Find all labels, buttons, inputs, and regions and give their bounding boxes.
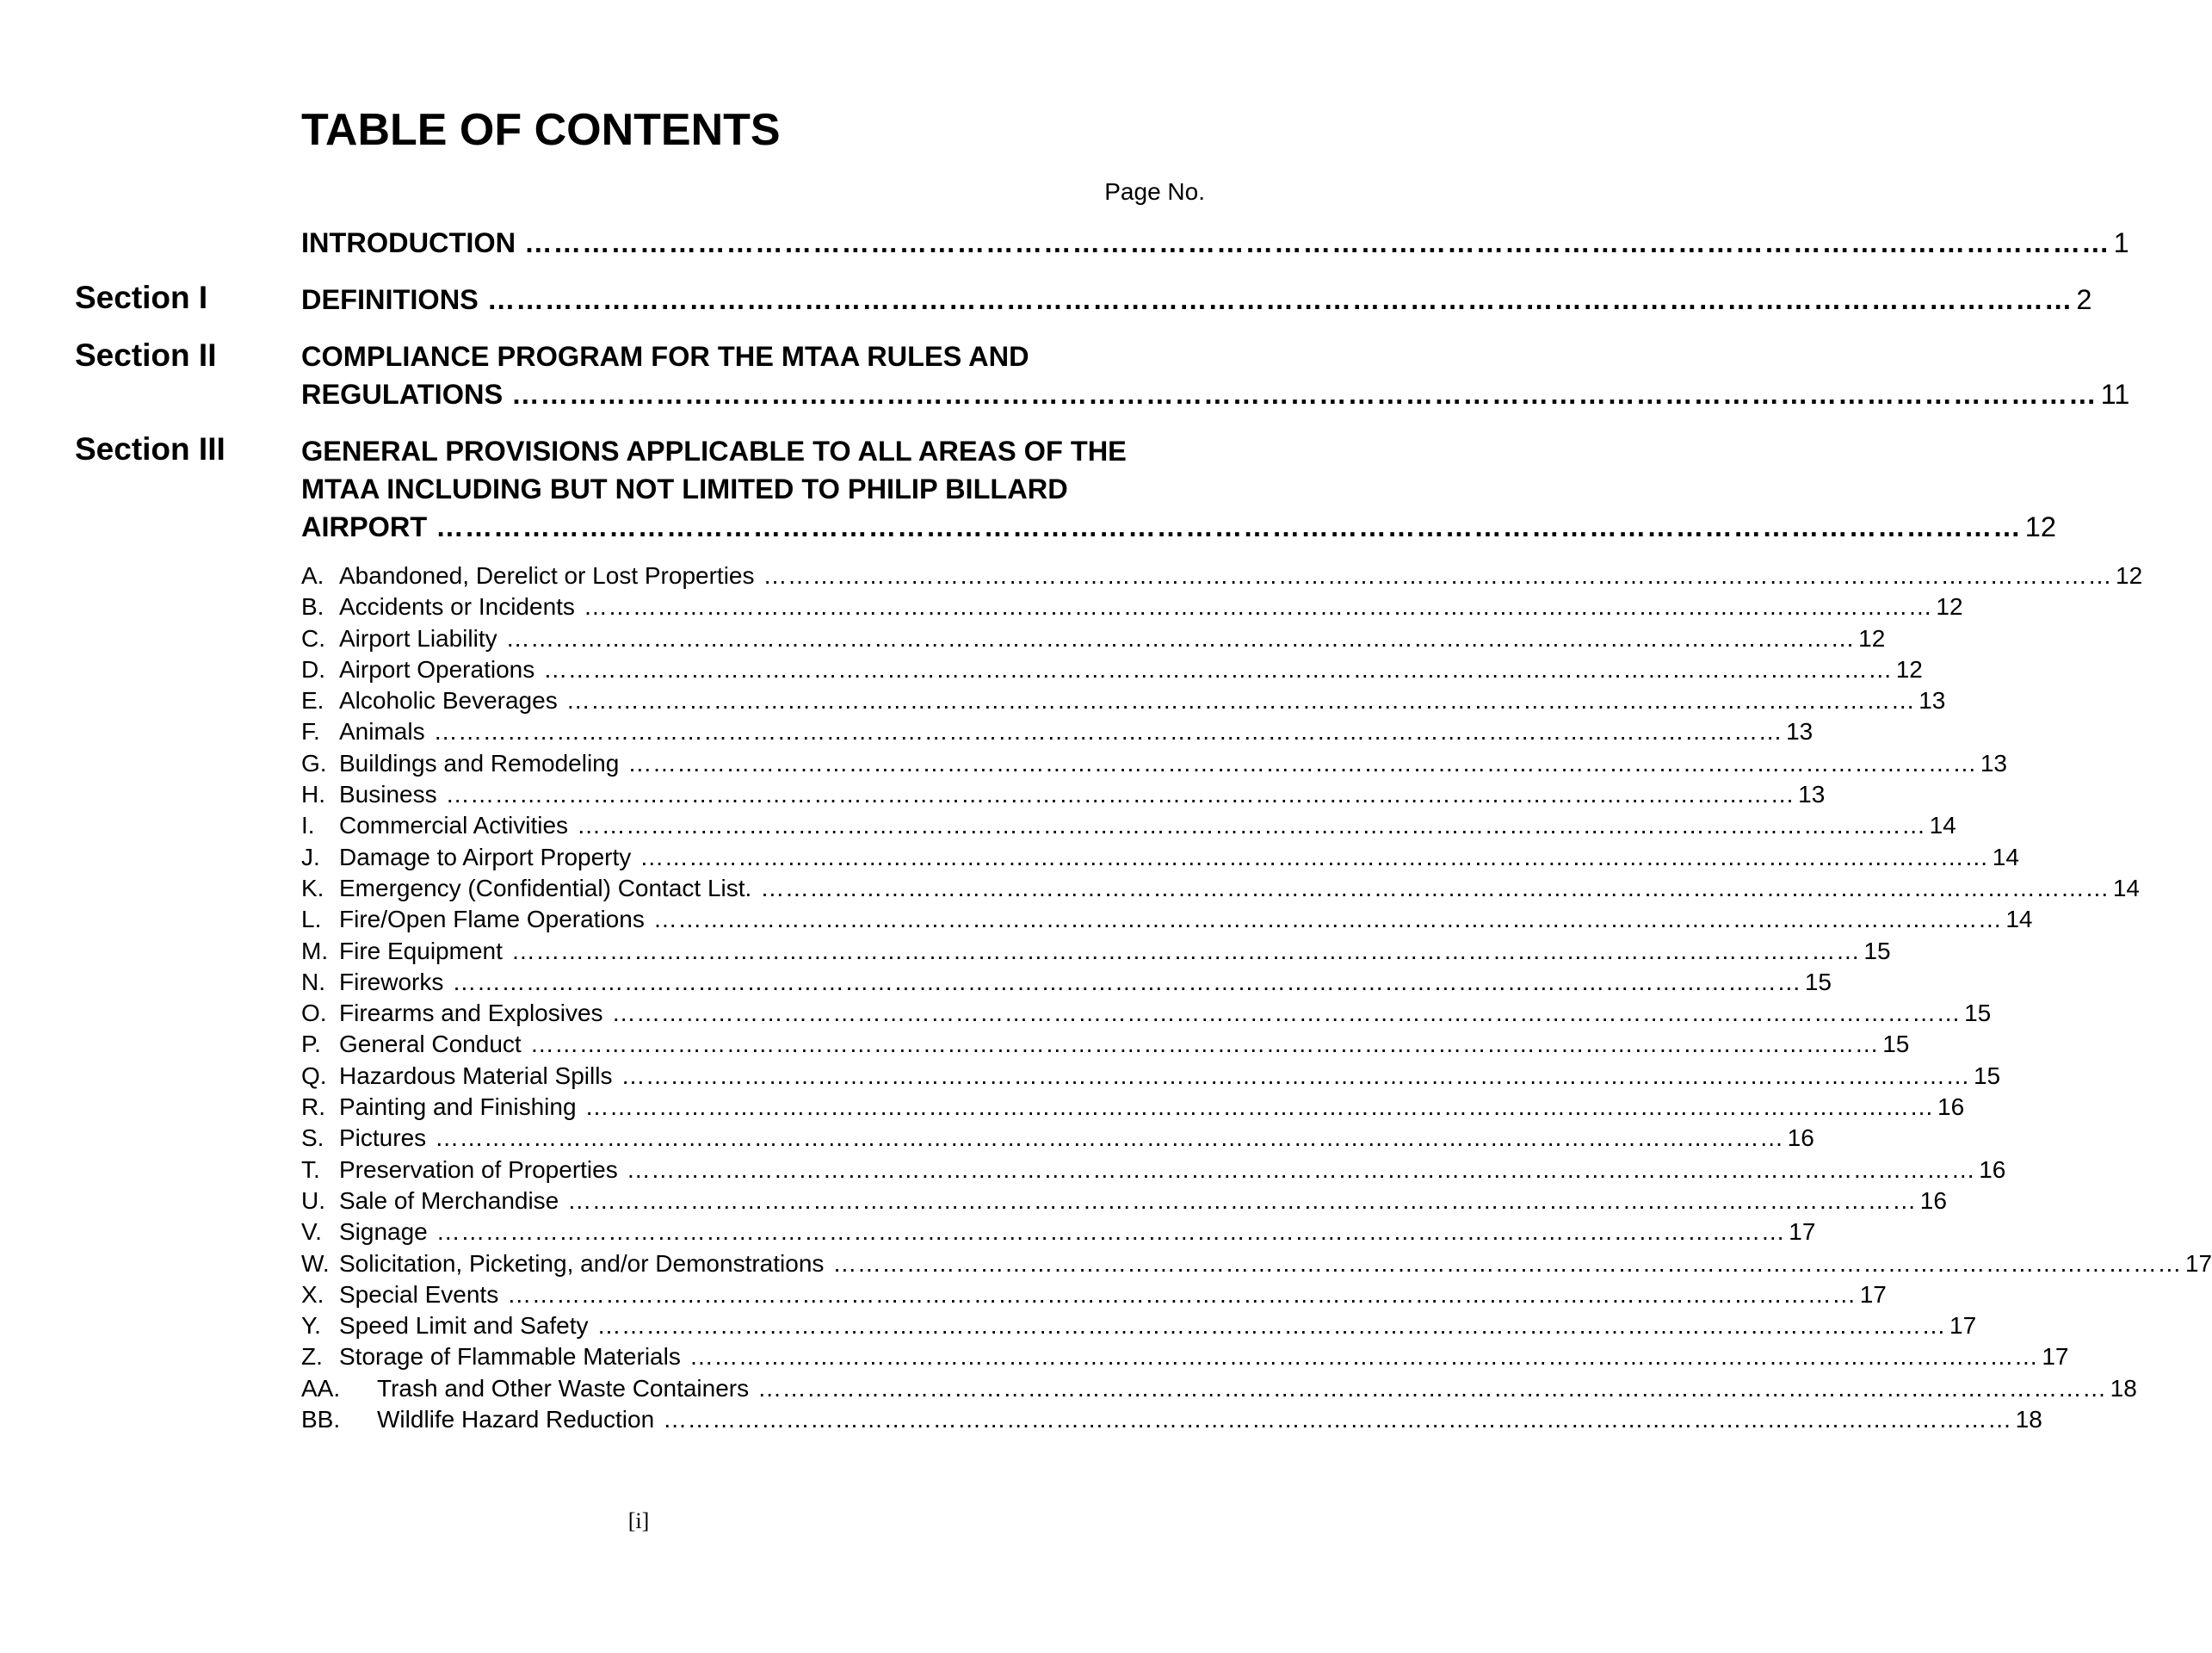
dot-leader: ………………………………………………………………………………………………………………………………………………… (757, 1374, 2107, 1402)
subentry-letter: X. (301, 1280, 324, 1308)
toc-subentry[interactable] (301, 716, 1813, 747)
subentry-page: 15 (1973, 1062, 2001, 1089)
subentry-page: 18 (2110, 1374, 2137, 1402)
subentry-page: 15 (1863, 937, 1891, 964)
subentry-title: Accidents or Incidents (339, 593, 575, 621)
subentry-letter: E. (301, 687, 324, 715)
dot-leader: ………………………………………………………………………………………………………………………………………………… (433, 718, 1783, 746)
toc-subentry[interactable] (301, 1186, 1947, 1217)
toc-entry-page: 11 (2100, 379, 2130, 410)
subentry-letter: D. (301, 655, 325, 683)
subentry-title: Pictures (339, 1124, 427, 1152)
toc-entry-section-2[interactable] (301, 337, 2130, 413)
dot-leader: ………………………………………………………………………………………………………………………………………………… (652, 906, 2003, 933)
subentry-letter: I. (301, 812, 315, 839)
subentry-letter: M. (301, 937, 329, 964)
subentry-letter: S. (301, 1124, 324, 1152)
dot-leader: ………………………………………………………………………………………………………………………………………………… (760, 874, 2110, 901)
subentry-letter: H. (301, 781, 325, 808)
toc-subentry[interactable] (301, 748, 2007, 779)
subentry-letter: U. (301, 1186, 325, 1214)
subentry-letter: O. (301, 1000, 327, 1027)
section-label: Section III (75, 431, 226, 467)
subentry-title: Wildlife Hazard Reduction (377, 1406, 655, 1433)
toc-entry-introduction[interactable] (301, 224, 2129, 262)
page-no-header: Page No. (1104, 178, 1205, 205)
toc-subentry[interactable] (301, 779, 1826, 810)
subentry-title: Emergency (Confidential) Contact List. (339, 874, 752, 901)
subentry-letter: Y. (301, 1312, 321, 1340)
subentry-page: 12 (1936, 593, 1963, 621)
subentry-page: 17 (2184, 1249, 2212, 1277)
page-title: TABLE OF CONTENTS (301, 105, 781, 155)
toc-entry-page: 12 (2024, 511, 2056, 542)
subentry-title: Storage of Flammable Materials (339, 1343, 681, 1371)
subentry-page: 16 (1787, 1124, 1814, 1152)
toc-entry-title-line: COMPLIANCE PROGRAM FOR THE MTAA RULES AND (301, 341, 1029, 372)
toc-subentry[interactable] (301, 1155, 2006, 1186)
dot-leader: ………………………………………………………………………………………………………………………………………………… (505, 624, 1856, 652)
subentry-page: 12 (1858, 624, 1886, 652)
toc-subentry[interactable] (301, 904, 2033, 935)
dot-leader: ………………………………………………………………………………………………………………………………………………… (445, 781, 1795, 808)
toc-subentry[interactable] (301, 1279, 1887, 1310)
subentry-title: Speed Limit and Safety (339, 1312, 589, 1340)
subentry-letter: A. (301, 562, 324, 589)
dot-leader: ………………………………………………………………………………………………………………………………………………… (596, 1312, 1947, 1340)
subentry-page: 12 (2116, 562, 2143, 589)
subentry-page: 12 (1895, 655, 1923, 683)
subentry-letter: G. (301, 749, 327, 777)
subentry-title: Trash and Other Waste Containers (377, 1374, 750, 1402)
toc-subentry[interactable] (301, 654, 1923, 685)
subentry-page: 15 (1964, 1000, 1992, 1027)
subentry-title: Hazardous Material Spills (339, 1062, 613, 1089)
dot-leader: ………………………………………………………………………………………………………………………………………………… (567, 1186, 1917, 1214)
toc-subentry[interactable] (301, 967, 1832, 998)
toc-subentry[interactable] (301, 936, 1891, 967)
subentry-title: Business (339, 781, 437, 808)
subentry-letter: AA. (301, 1374, 341, 1402)
subentry-title: Sale of Merchandise (339, 1186, 559, 1214)
dot-leader: ………………………………………………………………………………………………………………………………………………… (436, 1218, 1786, 1246)
subentry-letter: K. (301, 874, 324, 901)
subentry-letter: Z. (301, 1343, 323, 1371)
subentry-letter: BB. (301, 1406, 341, 1433)
section-label: Section I (75, 280, 208, 315)
toc-subentry[interactable] (301, 810, 1956, 841)
dot-leader: ………………………………………………………………………………………………………………………………………………… (529, 1031, 1880, 1058)
dot-leader: ………………………………………………………………………………………………………………………………………………… (689, 1343, 2039, 1371)
subentry-page: 15 (1882, 1031, 1910, 1058)
subentry-letter: B. (301, 593, 324, 621)
subentry-page: 14 (2005, 906, 2033, 933)
subentry-letter: L. (301, 906, 322, 933)
subentry-title: Fire/Open Flame Operations (339, 906, 645, 933)
toc-subentry[interactable] (301, 1373, 2137, 1404)
subentry-page: 16 (1937, 1093, 1965, 1121)
subentry-page: 15 (1804, 968, 1832, 995)
subentry-page: 17 (1949, 1312, 1977, 1340)
toc-subentry[interactable] (301, 1248, 2212, 1279)
dot-leader: ………………………………………………………………………………………………………………………………………………… (565, 687, 1916, 715)
toc-subentry[interactable] (301, 1029, 1910, 1060)
dot-leader: ………………………………………………………………………………………………………………………………………………… (763, 562, 2112, 589)
toc-entry-title-line: MTAA INCLUDING BUT NOT LIMITED TO PHILIP BILLARD (301, 474, 1068, 505)
subentry-title: Preservation of Properties (339, 1155, 618, 1183)
subentry-letter: P. (301, 1031, 321, 1058)
dot-leader: ………………………………………………………………………………………………………………………………………………… (583, 593, 1933, 621)
subentry-title: Abandoned, Derelict or Lost Properties (339, 562, 755, 589)
toc-entry-title: AIRPORT (301, 511, 428, 542)
subentry-page: 18 (2015, 1406, 2042, 1433)
subentry-title: Damage to Airport Property (339, 843, 632, 870)
dot-leader: ………………………………………………………………………………………………………………………………………………… (435, 1124, 1784, 1152)
toc-subentry[interactable] (301, 1310, 1977, 1341)
subentry-page: 17 (1859, 1280, 1887, 1308)
subentry-title: Painting and Finishing (339, 1093, 577, 1121)
subentry-page: 14 (1992, 843, 2019, 870)
subentry-title: Alcoholic Beverages (339, 687, 558, 715)
toc-entry-page: 2 (2076, 284, 2092, 315)
subentry-letter: C. (301, 624, 325, 652)
subentry-title: Signage (339, 1218, 428, 1246)
toc-entry-title: INTRODUCTION (301, 227, 516, 258)
toc-subentry[interactable] (301, 1341, 2069, 1372)
subentry-title: Fireworks (339, 968, 444, 995)
subentry-page: 13 (1919, 687, 1946, 715)
subentry-title: General Conduct (339, 1031, 522, 1058)
dot-leader: ………………………………………………………………………………………………………………………………………………… (511, 379, 2098, 410)
toc-entry-page: 1 (2113, 227, 2129, 258)
subentry-letter: V. (301, 1218, 322, 1246)
toc-subentry[interactable] (301, 1061, 2001, 1092)
subentry-title: Special Events (339, 1280, 499, 1308)
toc-entry-section-3[interactable] (301, 432, 2056, 546)
subentry-title: Solicitation, Picketing, and/or Demonstrations (339, 1249, 825, 1277)
subentry-letter: T. (301, 1155, 320, 1183)
dot-leader: ………………………………………………………………………………………………………………………………………………… (486, 284, 2073, 315)
section-label: Section II (75, 337, 217, 373)
toc-subentry[interactable] (301, 842, 2019, 873)
toc-subentry[interactable] (301, 873, 2140, 904)
subentry-page: 13 (1798, 781, 1826, 808)
dot-leader: ………………………………………………………………………………………………………………………………………………… (621, 1062, 1970, 1089)
subentry-page: 14 (1929, 812, 1956, 839)
toc-subentry[interactable] (301, 1123, 1814, 1154)
dot-leader: ………………………………………………………………………………………………………………………………………………… (584, 1093, 1935, 1121)
dot-leader: ………………………………………………………………………………………………………………………………………………… (663, 1406, 2012, 1433)
toc-subentry[interactable] (301, 685, 1946, 716)
subentry-page: 17 (1789, 1218, 1816, 1246)
toc-entry-section-1[interactable] (301, 281, 2092, 319)
dot-leader: ………………………………………………………………………………………………………………………………………………… (577, 812, 1926, 839)
subentry-title: Animals (339, 718, 425, 746)
dot-leader: ………………………………………………………………………………………………………………………………………………… (507, 1280, 1857, 1308)
subentry-letter: Q. (301, 1062, 327, 1089)
dot-leader: ………………………………………………………………………………………………………………………………………………… (611, 1000, 1962, 1027)
subentry-page: 13 (1980, 749, 2007, 777)
subentry-letter: N. (301, 968, 325, 995)
subentry-page: 17 (2042, 1343, 2069, 1371)
subentry-page: 16 (1979, 1155, 2006, 1183)
subentry-title: Firearms and Explosives (339, 1000, 603, 1027)
dot-leader: ………………………………………………………………………………………………………………………………………………… (640, 843, 1989, 870)
dot-leader: ………………………………………………………………………………………………………………………………………………… (543, 655, 1893, 683)
subentry-page: 13 (1786, 718, 1813, 746)
subentry-title: Commercial Activities (339, 812, 569, 839)
toc-subentry[interactable] (301, 1217, 1816, 1247)
dot-leader: ………………………………………………………………………………………………………………………………………………… (524, 227, 2110, 258)
subentry-title: Buildings and Remodeling (339, 749, 620, 777)
toc-subentry[interactable] (301, 560, 2143, 591)
subentry-page: 14 (2112, 874, 2140, 901)
toc-subentry[interactable] (301, 591, 1963, 622)
toc-subentry[interactable] (301, 998, 1992, 1029)
subsection-list (301, 560, 2212, 1435)
subentry-page: 16 (1919, 1186, 1947, 1214)
subentry-letter: W. (301, 1249, 330, 1277)
subentry-title: Airport Liability (339, 624, 497, 652)
toc-entry-title-line: GENERAL PROVISIONS APPLICABLE TO ALL AREAS OF THE (301, 436, 1127, 467)
toc-entry-title: REGULATIONS (301, 379, 504, 410)
subentry-letter: J. (301, 843, 320, 870)
subentry-title: Fire Equipment (339, 937, 503, 964)
dot-leader: ………………………………………………………………………………………………………………………………………………… (832, 1249, 2182, 1277)
dot-leader: ………………………………………………………………………………………………………………………………………………… (436, 511, 2022, 542)
subentry-letter: F. (301, 718, 320, 746)
toc-subentry[interactable] (301, 623, 1886, 654)
subentry-letter: R. (301, 1093, 325, 1121)
dot-leader: ………………………………………………………………………………………………………………………………………………… (452, 968, 1801, 995)
dot-leader: ………………………………………………………………………………………………………………………………………………… (510, 937, 1861, 964)
subentry-title: Airport Operations (339, 655, 535, 683)
footer-page-number: [i] (627, 1508, 650, 1533)
dot-leader: ………………………………………………………………………………………………………………………………………………… (627, 749, 1977, 777)
toc-subentry[interactable] (301, 1404, 2042, 1435)
dot-leader: ………………………………………………………………………………………………………………………………………………… (626, 1155, 1976, 1183)
toc-subentry[interactable] (301, 1092, 1965, 1123)
toc-entry-title: DEFINITIONS (301, 284, 479, 315)
